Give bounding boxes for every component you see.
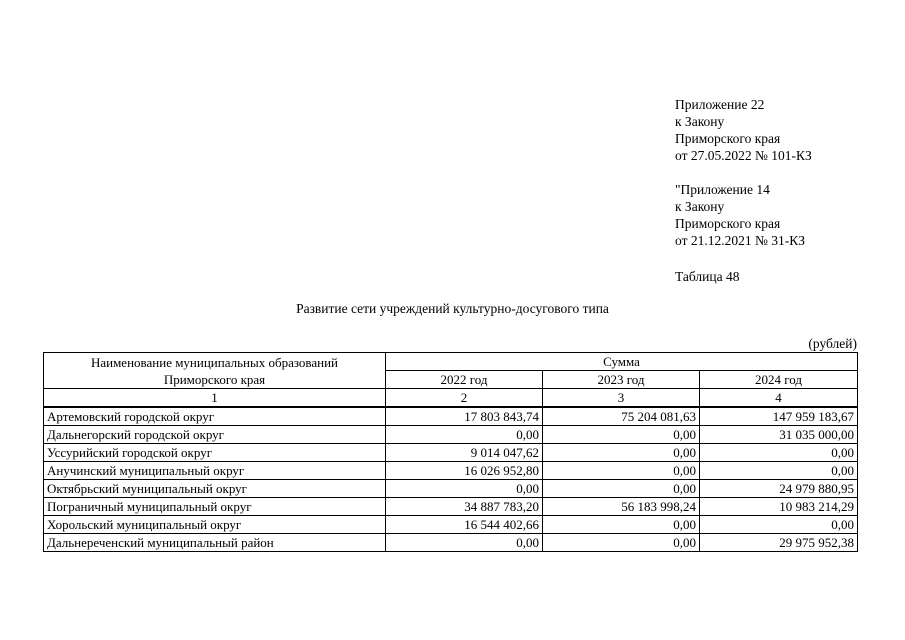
- row-value-2022: 34 887 783,20: [386, 498, 543, 516]
- table-row: [44, 498, 858, 516]
- row-value-2023: 0,00: [543, 444, 700, 462]
- row-value-2024: 24 979 880,95: [700, 480, 858, 498]
- row-value-2023: 75 204 081,63: [543, 407, 700, 426]
- document-title: Развитие сети учреждений культурно-досугового типа: [296, 301, 609, 316]
- table-row: [44, 462, 858, 480]
- table-row: [44, 426, 858, 444]
- row-municipality: Уссурийский городской округ: [44, 444, 386, 462]
- row-value-2023: 56 183 998,24: [543, 498, 700, 516]
- header-municipality-line2: Приморского края: [163, 371, 266, 387]
- funding-table: [43, 352, 858, 552]
- column-number: 4: [700, 389, 858, 408]
- row-value-2023: 0,00: [543, 462, 700, 480]
- row-value-2023: 0,00: [543, 480, 700, 498]
- row-value-2022: 9 014 047,62: [386, 444, 543, 462]
- row-value-2024: 10 983 214,29: [700, 498, 858, 516]
- row-value-2022: 16 026 952,80: [386, 462, 543, 480]
- row-municipality: Пограничный муниципальный округ: [44, 498, 386, 516]
- row-value-2022: 17 803 843,74: [386, 407, 543, 426]
- table-row: [44, 534, 858, 552]
- units-label: (рублей): [808, 336, 857, 351]
- attachment-prior-line: "Приложение 14: [675, 182, 770, 197]
- table-row: [44, 480, 858, 498]
- row-value-2024: 0,00: [700, 516, 858, 534]
- attachment-current: [675, 96, 812, 164]
- row-value-2024: 0,00: [700, 462, 858, 480]
- header-year-2022: 2022 год: [386, 371, 543, 389]
- attachment-current-line: Приложение 22: [675, 97, 765, 112]
- table-row: [44, 516, 858, 534]
- attachment-prior: [675, 181, 805, 249]
- row-value-2024: 29 975 952,38: [700, 534, 858, 552]
- attachment-prior-line: Приморского края: [675, 216, 781, 231]
- column-number: 2: [386, 389, 543, 408]
- table-number: Таблица 48: [675, 269, 740, 284]
- row-municipality: Дальнегорский городской округ: [44, 426, 386, 444]
- row-municipality: Дальнереченский муниципальный район: [44, 534, 386, 552]
- header-year-2024: 2024 год: [700, 371, 858, 389]
- header-municipality-line1: Наименование муниципальных образований: [90, 354, 339, 370]
- row-value-2024: 31 035 000,00: [700, 426, 858, 444]
- row-value-2022: 0,00: [386, 534, 543, 552]
- header-municipality: [44, 353, 386, 389]
- row-value-2023: 0,00: [543, 534, 700, 552]
- attachment-current-line: Приморского края: [675, 131, 781, 146]
- column-number: 3: [543, 389, 700, 408]
- row-value-2024: 0,00: [700, 444, 858, 462]
- row-value-2022: 0,00: [386, 480, 543, 498]
- header-year-2023: 2023 год: [543, 371, 700, 389]
- row-municipality: Анучинский муниципальный округ: [44, 462, 386, 480]
- row-value-2024: 147 959 183,67: [700, 407, 858, 426]
- attachment-current-line: от 27.05.2022 № 101-КЗ: [675, 148, 812, 163]
- column-number: 1: [44, 389, 386, 408]
- table-row: [44, 407, 858, 426]
- row-municipality: Октябрьский муниципальный округ: [44, 480, 386, 498]
- row-value-2022: 16 544 402,66: [386, 516, 543, 534]
- row-municipality: Артемовский городской округ: [44, 407, 386, 426]
- attachment-prior-line: от 21.12.2021 № 31-КЗ: [675, 233, 805, 248]
- row-value-2023: 0,00: [543, 426, 700, 444]
- attachment-prior-line: к Закону: [675, 199, 725, 214]
- table-row: [44, 444, 858, 462]
- row-value-2022: 0,00: [386, 426, 543, 444]
- attachment-current-line: к Закону: [675, 114, 725, 129]
- row-municipality: Хорольский муниципальный округ: [44, 516, 386, 534]
- row-value-2023: 0,00: [543, 516, 700, 534]
- header-sum: Сумма: [386, 353, 858, 371]
